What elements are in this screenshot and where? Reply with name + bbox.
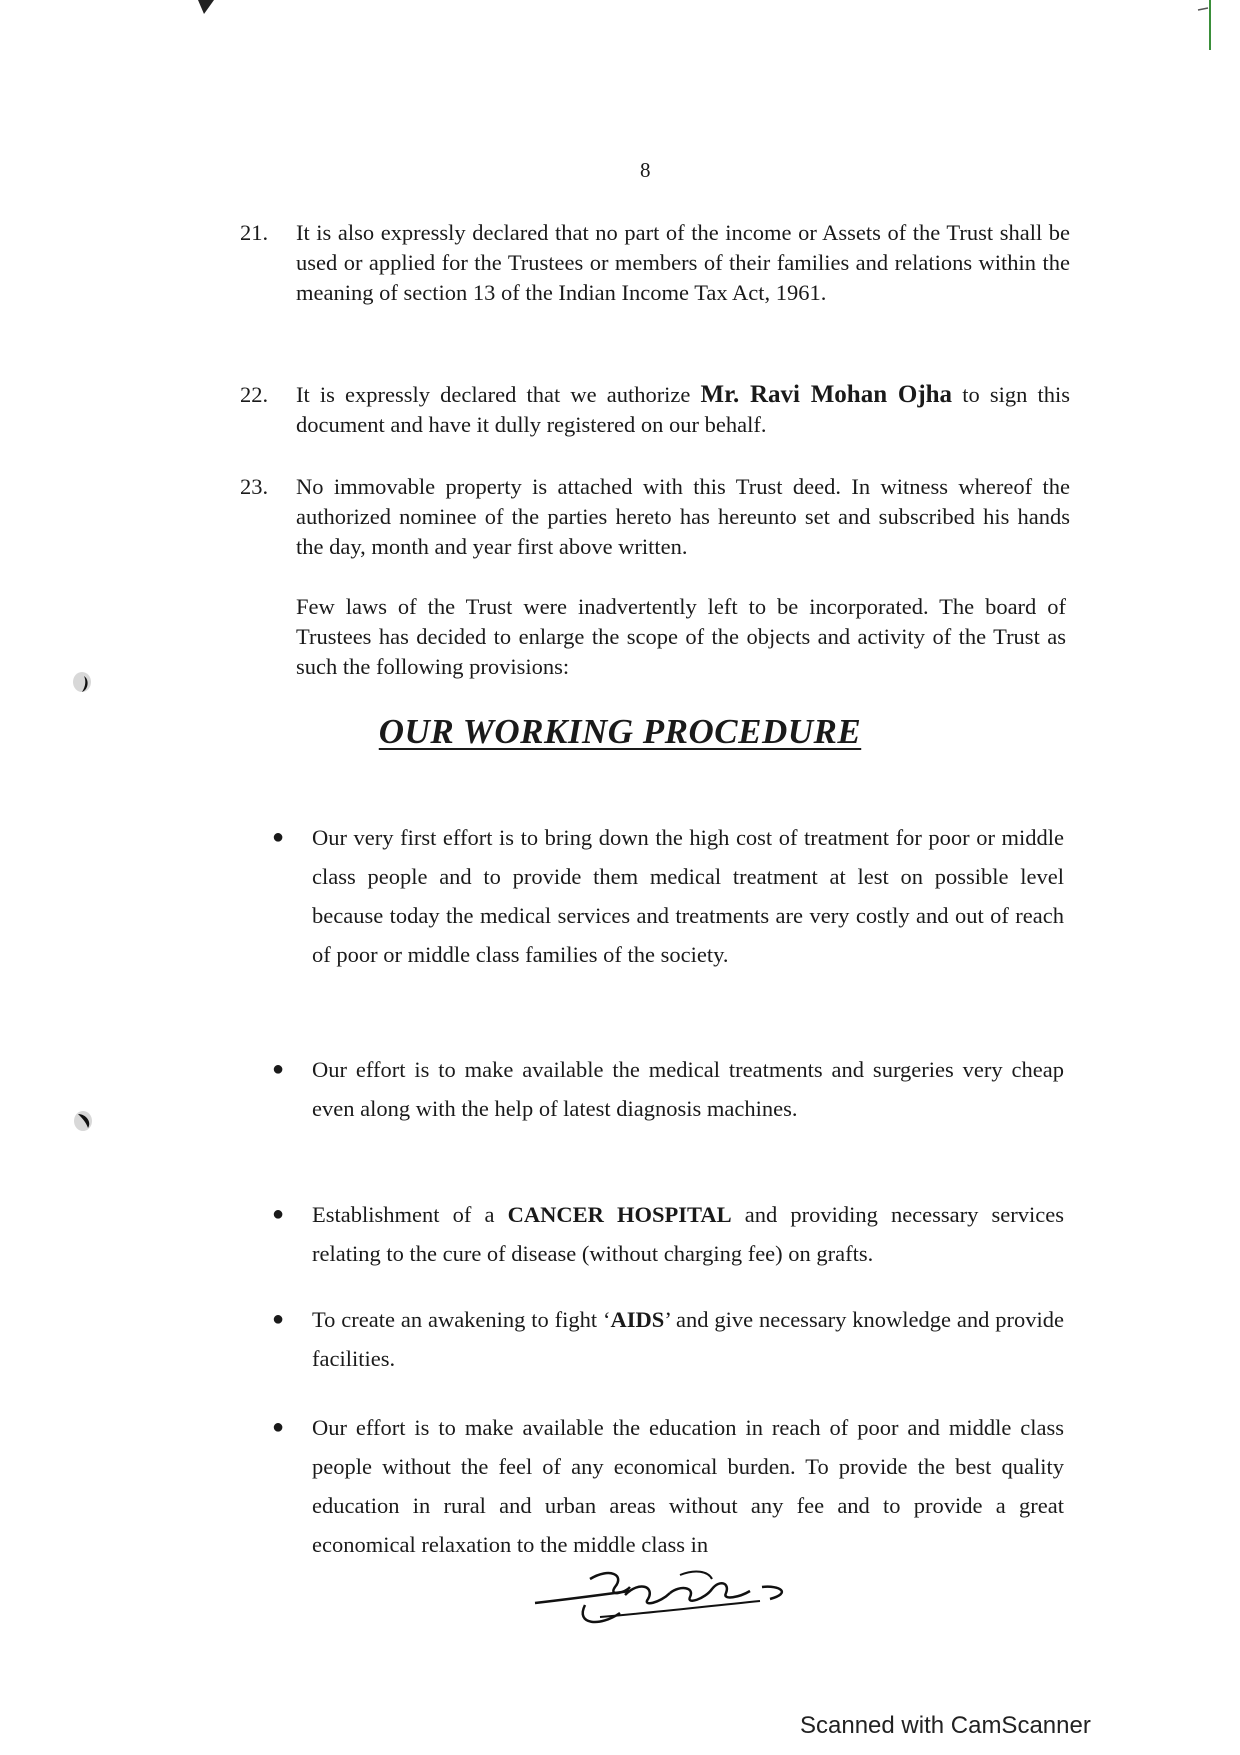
clause-number: 22. (240, 382, 269, 407)
authorized-person-name: Mr. Ravi Mohan Ojha (700, 381, 953, 408)
clause-text-part: to sign this document and have it dully registered on our behalf. (296, 382, 1070, 437)
clause-text: It is also expressly declared that no part of the income or Assets of the Trust shall be used or applied for the Trustees or members of their families and relations within the meaning of section 13 of the Indian Income Tax Act, 1961. (296, 220, 1070, 305)
bullet-text: Our effort is to make available the medical treatments and surgeries very cheap even along with the help of latest diagnosis machines. (312, 1057, 1064, 1121)
clause-number: 21. (240, 220, 269, 245)
signature-icon (530, 1565, 815, 1635)
intro-paragraph: Few laws of the Trust were inadvertently left to be incorporated. The board of Trustees has decided to enlarge the scope of the objects and activity of the Trust as such the following provisions: (296, 594, 1066, 679)
clause-22 (240, 380, 1070, 440)
section-heading: OUR WORKING PROCEDURE (378, 712, 862, 751)
procedure-bullet (272, 1300, 1064, 1378)
procedure-bullet (272, 1195, 1064, 1273)
bullet-text: Our effort is to make available the education in reach of poor and middle class people without the feel of any economical burden. To provide the best quality education in rural and urban areas without any fee and to provide a great economical relaxation to the middle class in (312, 1415, 1064, 1557)
bullet-text-part: To create an awakening to fight ‘ (312, 1307, 611, 1332)
bullet-text (312, 1300, 1064, 1378)
bullet-text (312, 1195, 1064, 1273)
bullet-text: Our very first effort is to bring down the high cost of treatment for poor or middle class people and to provide them medical treatment at lest on possible level because today the medical services and treatments are very costly and out of reach of poor or middle class families of the society. (312, 825, 1064, 967)
punch-hole-icon (72, 1108, 94, 1134)
bullet-bold-text: AIDS (610, 1307, 665, 1332)
bullet-text-part: ’ and give necessary knowledge and provide facilities. (312, 1307, 1064, 1371)
bullet-bold-text: CANCER HOSPITAL (507, 1202, 732, 1227)
clause-number: 23. (240, 474, 269, 499)
clause-text-part: It is expressly declared that we authorize (296, 382, 701, 407)
page-number: 8 (640, 158, 651, 182)
bullet-text-part: and providing necessary services relating to the cure of disease (without charging fee) on grafts. (312, 1202, 1064, 1266)
scanner-watermark: Scanned with CamScanner (800, 1712, 1091, 1739)
clause-text: No immovable property is attached with this Trust deed. In witness whereof the authorized nominee of the parties hereto has hereunto set and subscribed his hands the day, month and year first above written. (296, 474, 1070, 559)
scan-edge-mark-icon (1196, 0, 1212, 50)
bullet-dot-icon: ● (272, 826, 285, 848)
bullet-dot-icon: ● (272, 1203, 285, 1225)
scan-corner-mark-icon (198, 0, 214, 14)
bullet-dot-icon: ● (272, 1058, 285, 1080)
procedure-bullet (272, 1050, 1064, 1128)
punch-hole-icon (70, 668, 92, 694)
clause-21 (240, 218, 1070, 308)
clause-23 (240, 472, 1070, 562)
procedure-bullet (272, 818, 1064, 974)
bullet-dot-icon: ● (272, 1308, 285, 1330)
bullet-dot-icon: ● (272, 1416, 285, 1438)
clause-text (296, 380, 1070, 440)
bullet-text-part: Establishment of a (312, 1202, 508, 1227)
procedure-bullet (272, 1408, 1064, 1564)
